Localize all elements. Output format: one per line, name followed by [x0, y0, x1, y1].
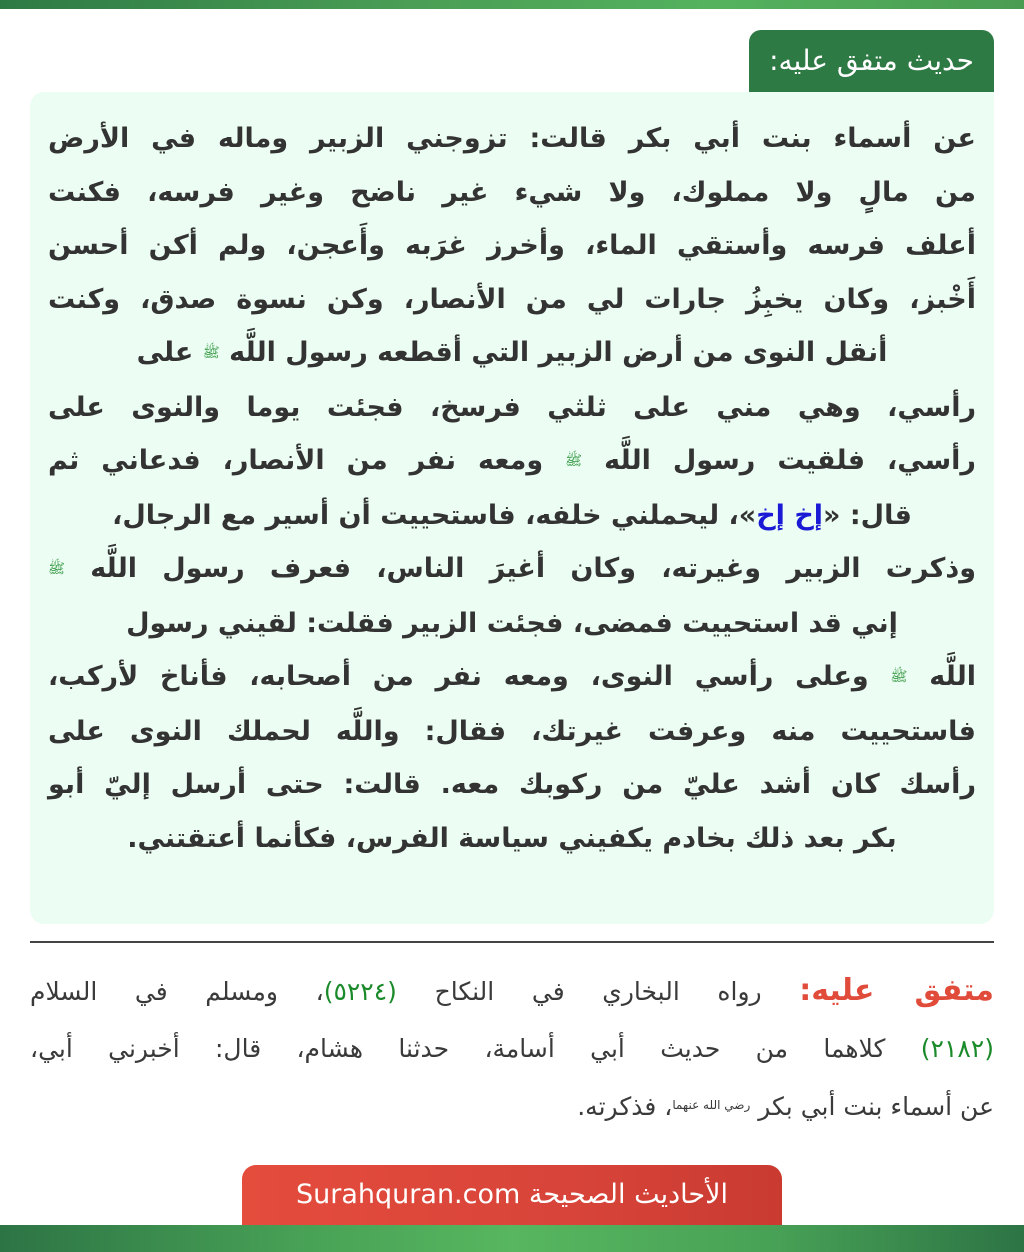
hadith-title-tab: [749, 30, 994, 92]
hadith-line: بكر بعد ذلك بخادم يكفيني سياسة الفرس، فكأنما أعتقتني.: [127, 822, 897, 854]
hadith-line-text: ومعه نفر من الأنصار، فدعاني ثم: [48, 445, 544, 476]
source-citation: [30, 962, 994, 1135]
hadith-title: حديث متفق عليه:: [769, 44, 974, 77]
hadith-line: من مالٍ ولا مملوك، ولا شيء غير ناضح وغير فرسه، فكنت: [48, 176, 976, 208]
hadith-body: [48, 112, 976, 865]
top-decorative-bar: [0, 0, 1024, 9]
hadith-line-text: أنقل النوى من أرض الزبير التي أقطعه رسول اللَّه: [229, 337, 888, 368]
hadith-line: إني قد استحييت فمضى، فجئت الزبير فقلت: لقيني رسول: [126, 607, 898, 639]
hadith-line: [48, 650, 976, 705]
site-badge: [242, 1165, 782, 1225]
hadith-line-text: وعلى رأسي النوى، ومعه نفر من أصحابه، فأناخ لأركب،: [48, 661, 869, 692]
source-text: رواه البخاري في النكاح: [396, 977, 800, 1006]
bukhari-reference: (٥٢٢٤): [323, 977, 397, 1006]
salutation-icon: ﷺ: [890, 669, 908, 685]
salutation-icon: ﷺ: [48, 561, 65, 577]
section-divider: [30, 941, 994, 943]
hadith-line-text: اللَّه: [929, 661, 976, 692]
source-line: [30, 1077, 994, 1135]
hadith-line: [48, 326, 976, 381]
source-text: كلاهما من حديث أبي أسامة، حدثنا هشام، قال: أخبرني أبي،: [30, 1034, 921, 1063]
hadith-line: فاستحييت منه وعرفت غيرتك، فقال: واللَّه لحملك النوى على: [48, 715, 976, 747]
source-text: ، فذكرته.: [577, 1092, 673, 1121]
source-label: متفق عليه:: [799, 973, 994, 1008]
radi-allahu-anha-icon: رضي الله عنهما: [672, 1098, 751, 1112]
hadith-line: أَخْبز، وكان يخبِزُ جارات لي من الأنصار، وكن نسوة صدق، وكنت: [48, 283, 976, 315]
hadith-line: [48, 434, 976, 489]
hadith-line-text: »، ليحملني خلفه، فاستحييت أن أسير مع الرجال،: [112, 499, 757, 531]
hadith-line-text: قال: «: [823, 499, 912, 531]
hadith-text-box: [30, 92, 994, 924]
hadith-line-text: على: [136, 337, 194, 368]
hadith-line: [48, 489, 976, 543]
salutation-icon: ﷺ: [565, 453, 583, 469]
hadith-line-text: وذكرت الزبير وغيرته، وكان أغيرَ الناس، فعرف رسول اللَّه: [90, 553, 976, 584]
hadith-line-text: رأسي، فلقيت رسول اللَّه: [604, 445, 976, 476]
bottom-decorative-bar: [0, 1225, 1024, 1252]
hadith-line: أعلف فرسه وأستقي الماء، وأخرز غرَبه وأَعجن، ولم أكن أحسن: [48, 230, 976, 261]
source-text: ، ومسلم في السلام: [30, 977, 324, 1006]
salutation-icon: ﷺ: [202, 345, 220, 361]
muslim-reference: (٢١٨٢): [920, 1034, 994, 1063]
hadith-line: رأسي، وهي مني على ثلثي فرسخ، فجئت يوما والنوى على: [48, 391, 976, 423]
source-line: [30, 1020, 994, 1077]
source-line: [30, 962, 994, 1020]
hadith-line: عن أسماء بنت أبي بكر قالت: تزوجني الزبير وماله في الأرض: [48, 123, 976, 154]
hadith-line: [48, 542, 976, 597]
site-badge-text: الأحاديث الصحيحة Surahquran.com: [296, 1179, 728, 1210]
highlighted-phrase: إخ إخ: [756, 499, 824, 531]
source-text: عن أسماء بنت أبي بكر: [750, 1092, 994, 1121]
hadith-line: رأسك كان أشد عليّ من ركوبك معه. قالت: حتى أرسل إليّ أبو: [48, 769, 976, 800]
